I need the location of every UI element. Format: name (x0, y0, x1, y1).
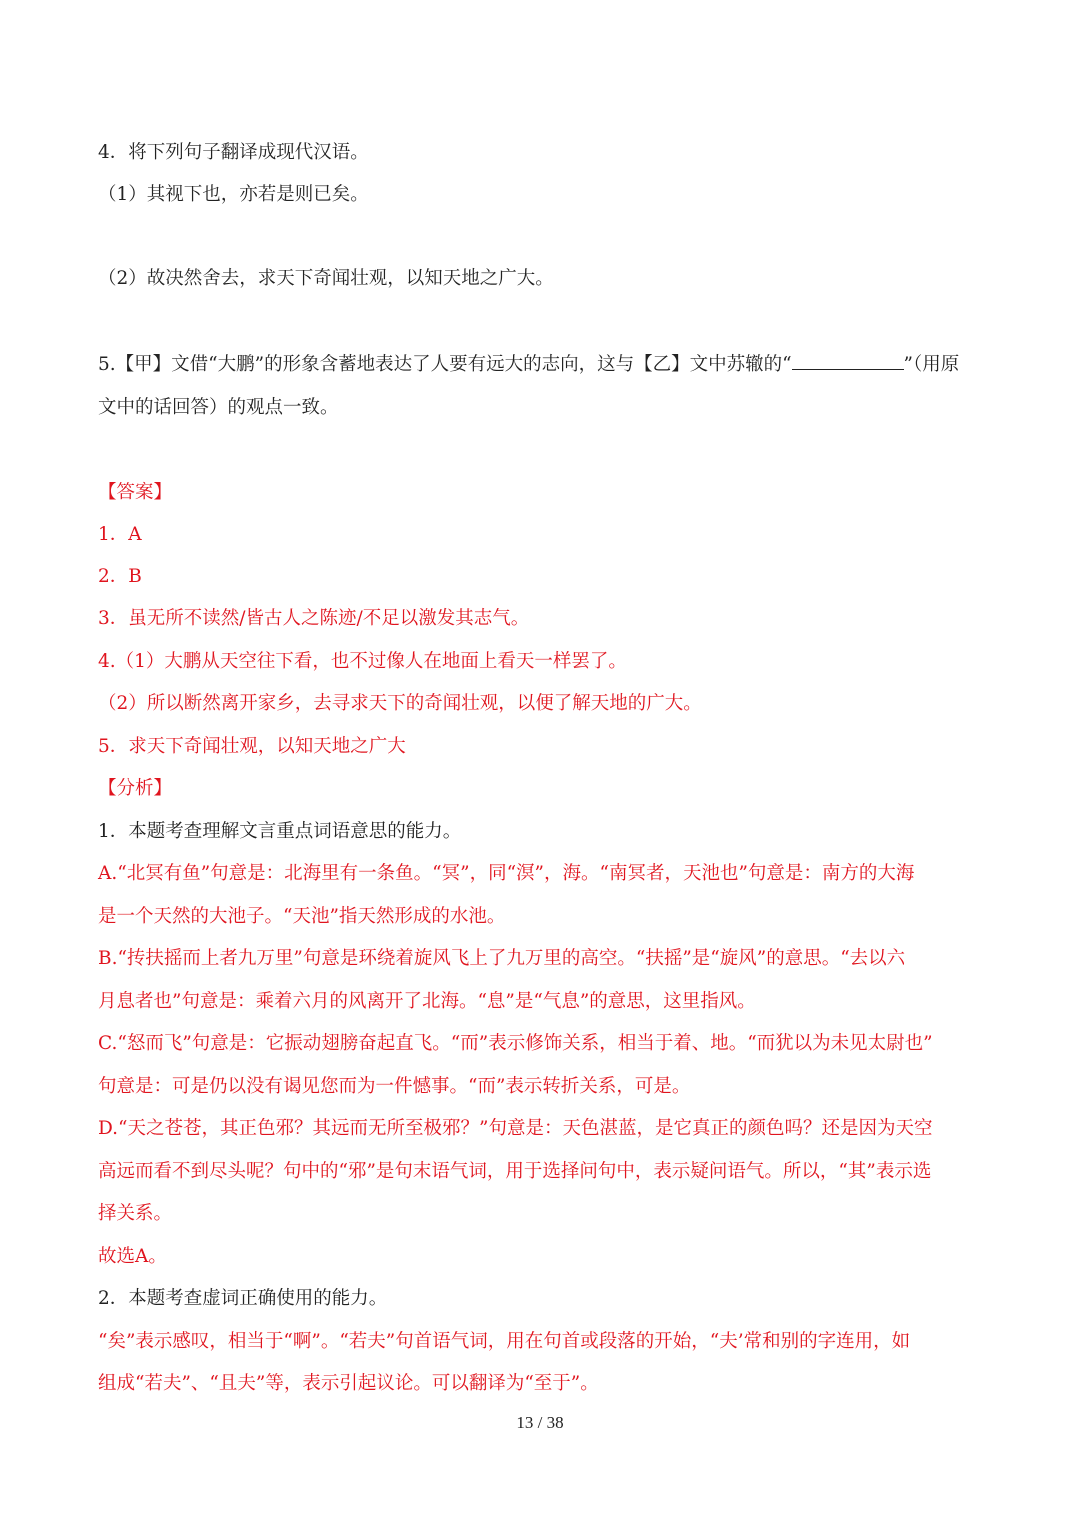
analysis-line: D.“天之苍苍，其正色邪？其远而无所至极邪？”句意是：天色湛蓝，是它真正的颜色吗？还是因为天空 (98, 1118, 933, 1139)
analysis-line: 故选A。 (98, 1246, 167, 1267)
answer-item: （2）所以断然离开家乡，去寻求天下的奇闻壮观，以便了解天地的广大。 (98, 693, 702, 714)
answer-item: 1．A (98, 524, 142, 545)
analysis-line: 句意是：可是仍以没有谒见您而为一件憾事。“而”表示转折关系，可是。 (98, 1076, 691, 1097)
page-number: 13 / 38 (516, 1413, 564, 1432)
analysis-heading: 【分析】 (98, 778, 173, 799)
answer-blank (792, 351, 904, 370)
analysis-line: “矣”表示感叹，相当于“啊”。“若夫”句首语气词，用在句首或段落的开始，“夫’常和别的字连用，如 (98, 1331, 911, 1352)
answer-item: 5．求天下奇闻壮观，以知天地之广大 (98, 736, 406, 757)
analysis-line: 2．本题考查虚词正确使用的能力。 (98, 1288, 388, 1309)
analysis-line: 高远而看不到尽头呢？句中的“邪”是句末语气词，用于选择问句中，表示疑问语气。所以，“其”表示选 (98, 1161, 932, 1182)
answer-item: 2．B (98, 566, 142, 587)
analysis-line: 1．本题考查理解文言重点词语意思的能力。 (98, 821, 462, 842)
analysis-line: 是一个天然的大池子。“天池”指天然形成的水池。 (98, 906, 506, 927)
analysis-line: 组成“若夫”、“且夫”等，表示引起议论。可以翻译为“至于”。 (98, 1373, 599, 1394)
question-4-item-2: （2）故决然舍去，求天下奇闻壮观，以知天地之广大。 (98, 268, 554, 289)
answer-item: 4.（1）大鹏从天空往下看，也不过像人在地面上看天一样罢了。 (98, 651, 627, 672)
analysis-line: B.“抟扶摇而上者九万里”句意是环绕着旋风飞上了九万里的高空。“扶摇”是“旋风”的意思。“去以六 (98, 948, 906, 969)
question-5-line-2: 文中的话回答）的观点一致。 (98, 397, 339, 418)
question-5-line-1 (98, 351, 988, 378)
answer-item: 3．虽无所不读然/皆古人之陈迹/不足以激发其志气。 (98, 608, 530, 629)
answer-heading: 【答案】 (98, 482, 173, 503)
analysis-line: 择关系。 (98, 1203, 173, 1224)
analysis-line: C.“怒而飞”句意是：它振动翅膀奋起直飞。“而”表示修饰关系，相当于着、地。“而犹以为未见太尉也” (98, 1033, 933, 1054)
analysis-line: A.“北冥有鱼”句意是：北海里有一条鱼。“冥”，同“溟”，海。“南冥者，天池也”句意是：南方的大海 (98, 863, 915, 884)
question-4-item-1: （1）其视下也，亦若是则已矣。 (98, 184, 369, 205)
analysis-line: 月息者也”句意是：乘着六月的风离开了北海。“息”是“气息”的意思，这里指风。 (98, 991, 756, 1012)
question-4-title: 4．将下列句子翻译成现代汉语。 (98, 142, 369, 163)
question-5-text-before: 5.【甲】文借“大鹏”的形象含蓄地表达了人要有远大的志向，这与【乙】文中苏辙的“ (98, 354, 792, 375)
question-5-text-after: ”（用原 (903, 354, 960, 375)
